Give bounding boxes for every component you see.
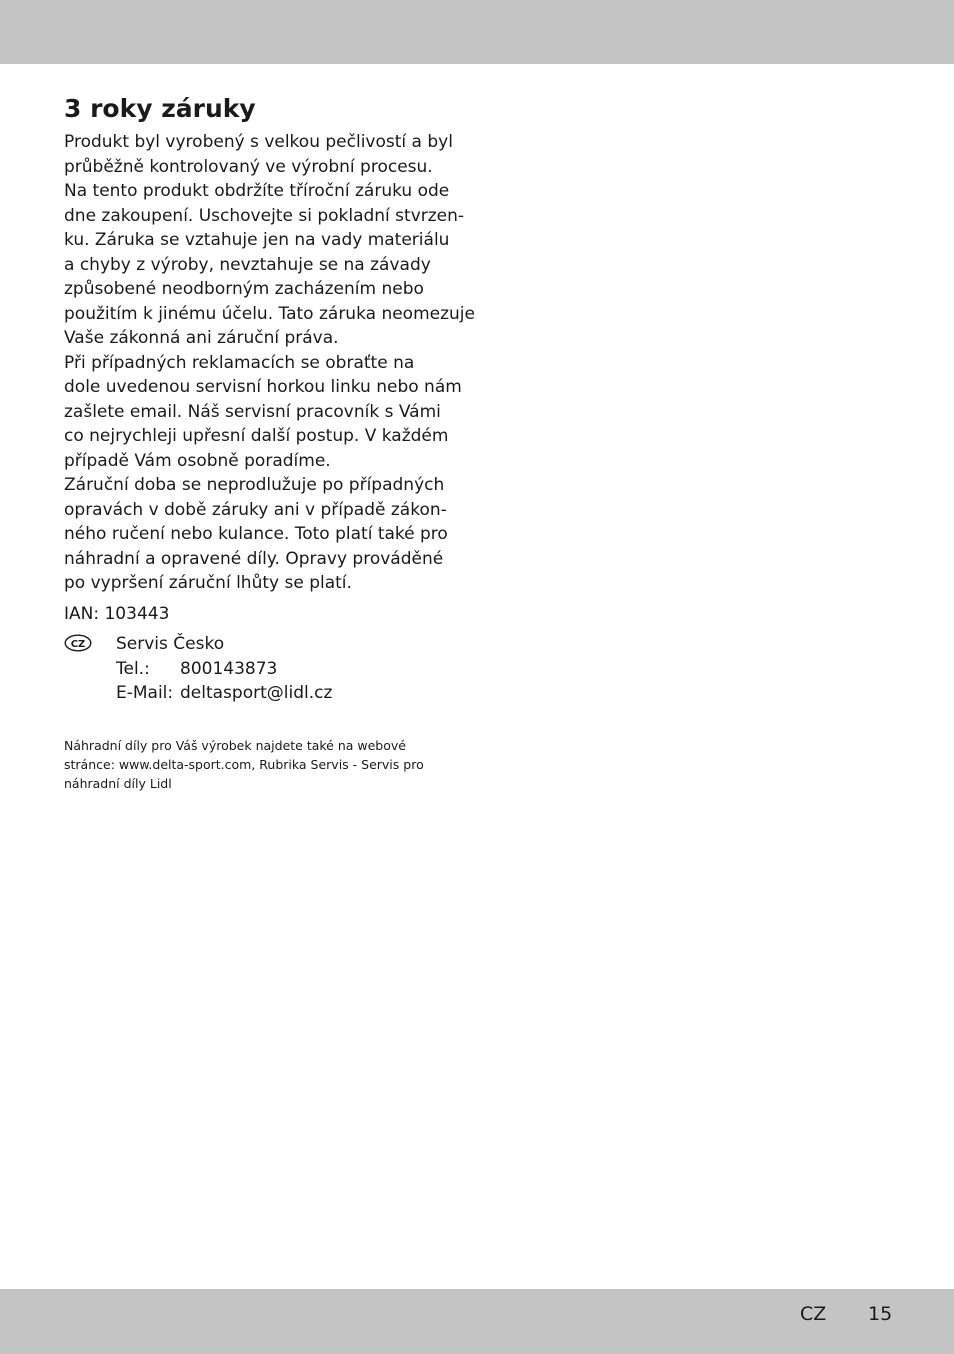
- paragraph-2: [64, 351, 464, 474]
- service-contact: [64, 632, 464, 706]
- country-badge-label: CZ: [70, 639, 86, 650]
- note-line: náhradní díly Lidl: [64, 776, 172, 791]
- text-line: dne zakoupení. Uschovejte si pokladní stvrzen-: [64, 205, 465, 226]
- text-line: Záruční doba se neprodlužuje po případných: [64, 475, 445, 495]
- text-line: Na tento produkt obdržíte tříroční záruku ode: [64, 181, 450, 201]
- email-address[interactable]: deltasport@lidl.cz: [180, 683, 333, 703]
- country-badge-icon: [64, 634, 92, 652]
- text-line: co nejrychleji upřesní další postup. V každém: [64, 426, 449, 446]
- text-line: Produkt byl vyrobený s velkou pečlivostí a byl: [64, 132, 453, 152]
- text-line: a chyby z výroby, nevztahuje se na závady: [64, 254, 431, 275]
- service-email-row: [116, 681, 332, 706]
- text-line: ku. Záruka se vztahuje jen na vady materiálu: [64, 230, 450, 250]
- text-line: případě Vám osobně poradíme.: [64, 450, 331, 471]
- text-line: způsobené neodborným zacházením nebo: [64, 279, 424, 299]
- text-line: dole uvedenou servisní horkou linku nebo nám: [64, 377, 462, 397]
- text-line: Při případných reklamacích se obraťte na: [64, 352, 415, 373]
- service-name: Servis Česko: [116, 634, 225, 654]
- spare-parts-note: [64, 736, 464, 793]
- phone-label: Tel.:: [116, 658, 150, 679]
- header-band: [0, 0, 954, 64]
- page-number: 15: [868, 1303, 893, 1325]
- text-line: ného ručení nebo kulance. Toto platí také pro: [64, 524, 448, 544]
- service-phone-row: [116, 657, 332, 682]
- text-line: náhradní a opravené díly. Opravy prováděné: [64, 548, 444, 569]
- service-details: [116, 632, 332, 706]
- email-label: E-Mail:: [116, 683, 174, 703]
- footer-language: CZ: [800, 1303, 827, 1325]
- warranty-section: [64, 92, 475, 806]
- text-line: po vypršení záruční lhůty se platí.: [64, 573, 352, 593]
- paragraph-3: [64, 473, 464, 596]
- text-line: zašlete email. Náš servisní pracovník s Vámi: [64, 401, 441, 422]
- paragraph-1: [64, 130, 475, 351]
- text-line: Vaše zákonná ani záruční práva.: [64, 328, 339, 348]
- note-line: Náhradní díly pro Váš výrobek najdete také na webové: [64, 738, 406, 753]
- note-line: stránce: www.delta-sport.com, Rubrika Servis - Servis pro: [64, 757, 424, 772]
- ian-number: IAN: 103443: [64, 603, 170, 624]
- text-line: použitím k jinému účelu. Tato záruka neomezuje: [64, 303, 475, 324]
- text-line: opravách v době záruky ani v případě zákon-: [64, 499, 447, 520]
- phone-number: 800143873: [180, 658, 278, 679]
- text-line: průběžně kontrolovaný ve výrobní procesu.: [64, 156, 433, 177]
- page-title: 3 roky záruky: [64, 94, 256, 123]
